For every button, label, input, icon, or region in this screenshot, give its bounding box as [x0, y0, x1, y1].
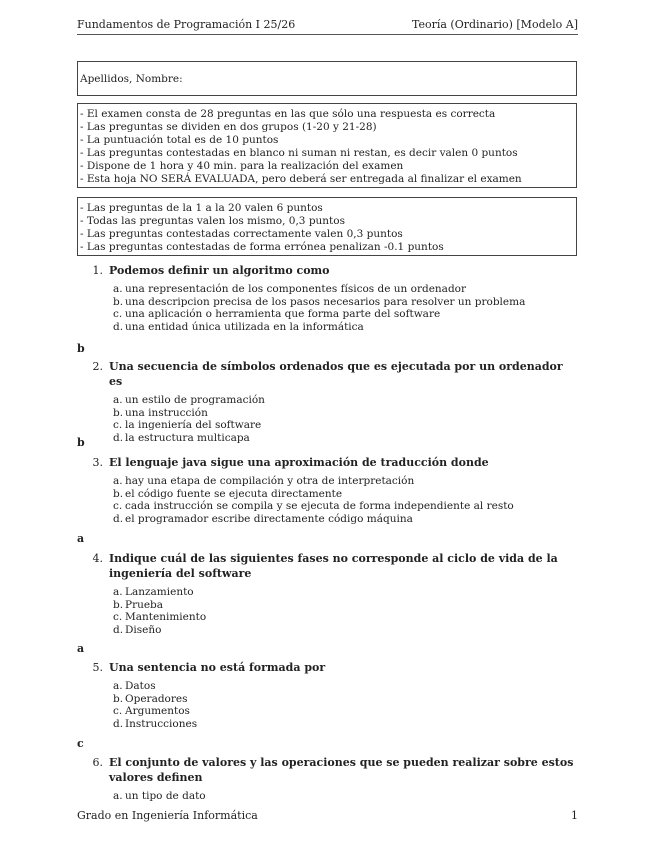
name-box: [77, 61, 577, 96]
question-text: Una sentencia no está formada por: [109, 661, 326, 674]
option-text: una representación de los componentes físicos de un ordenador: [125, 283, 467, 295]
question-text: Indique cuál de las siguientes fases no corresponde al ciclo de vida de la ingeniería del software: [109, 552, 558, 580]
course-title: Fundamentos de Programación I 25/26: [77, 18, 296, 31]
option-letter: a.: [113, 586, 123, 598]
scoring-line: - Las preguntas de la 1 a la 20 valen 6 puntos: [80, 202, 323, 214]
option-text: Diseño: [125, 624, 162, 637]
rule-line: - La puntuación total es de 10 puntos: [80, 134, 279, 146]
option-b: [113, 599, 579, 612]
question-text: El conjunto de valores y las operaciones que se pueden realizar sobre estos valores definen: [109, 756, 574, 784]
option-text: Instrucciones: [125, 718, 198, 731]
question-4: [77, 551, 579, 637]
page-footer: [77, 809, 578, 822]
option-text: una descripcion precisa de los pasos necesarios para resolver un problema: [125, 295, 526, 308]
option-text: un tipo de dato: [125, 790, 206, 802]
option-a: [113, 790, 579, 803]
option-text: Lanzamiento: [125, 586, 194, 598]
option-d: [113, 624, 579, 637]
rule-line: - Las preguntas se dividen en dos grupos (1-20 y 21-28): [80, 121, 377, 133]
scoring-line: - Las preguntas contestadas correctamente valen 0,3 puntos: [80, 228, 403, 240]
option-c: [113, 308, 579, 321]
option-text: Prueba: [125, 598, 164, 611]
question-number: 4.: [92, 552, 103, 565]
option-b: [113, 693, 579, 706]
answer-2: b: [77, 436, 85, 449]
option-text: Operadores: [125, 692, 188, 705]
scoring-box: [77, 197, 577, 256]
option-letter: a.: [113, 394, 123, 406]
answer-4: a: [77, 642, 85, 655]
option-letter: c.: [113, 419, 123, 432]
option-c: [113, 419, 579, 432]
rule-line: - Esta hoja NO SERÁ EVALUADA, pero deberá ser entregada al finalizar el examen: [80, 173, 522, 185]
page-header: [77, 18, 578, 35]
option-letter: d.: [113, 513, 124, 526]
option-letter: d.: [113, 432, 124, 445]
question-6: [77, 755, 579, 803]
page-number: 1: [571, 809, 578, 822]
option-a: [113, 475, 579, 488]
option-text: Argumentos: [125, 705, 190, 718]
option-letter: b.: [113, 487, 124, 500]
rule-line: - Dispone de 1 hora y 40 min. para la realización del examen: [80, 160, 404, 172]
option-text: un estilo de programación: [125, 394, 265, 406]
rule-line: - Las preguntas contestadas en blanco ni suman ni restan, es decir valen 0 puntos: [80, 147, 518, 159]
answer-1: b: [77, 342, 85, 355]
option-a: [113, 680, 579, 693]
option-letter: c.: [113, 611, 123, 624]
option-text: Datos: [125, 680, 156, 692]
option-letter: a.: [113, 283, 123, 295]
question-text: Podemos definir un algoritmo como: [109, 264, 330, 277]
name-label: Apellidos, Nombre:: [80, 73, 183, 85]
option-letter: d.: [113, 321, 124, 334]
option-letter: b.: [113, 406, 124, 419]
option-letter: a.: [113, 680, 123, 692]
option-letter: b.: [113, 295, 124, 308]
option-letter: a.: [113, 790, 123, 802]
option-a: [113, 394, 579, 407]
option-text: la ingeniería del software: [125, 419, 262, 432]
question-text: Una secuencia de símbolos ordenados que es ejecutada por un ordenador es: [109, 360, 563, 388]
question-3: [77, 455, 579, 526]
option-b: [113, 488, 579, 501]
scoring-line: - Las preguntas contestadas de forma errónea penalizan -0.1 puntos: [80, 241, 444, 253]
option-c: [113, 611, 579, 624]
option-a: [113, 586, 579, 599]
option-letter: c.: [113, 705, 123, 718]
question-number: 1.: [92, 264, 103, 277]
answer-3: a: [77, 532, 85, 545]
option-text: una aplicación o herramienta que forma parte del software: [125, 308, 441, 321]
question-number: 5.: [92, 661, 103, 674]
question-number: 3.: [92, 456, 103, 469]
option-b: [113, 296, 579, 309]
option-letter: d.: [113, 624, 124, 637]
question-5: [77, 660, 579, 731]
option-text: la estructura multicapa: [125, 432, 250, 445]
option-a: [113, 283, 579, 296]
scoring-line: - Todas las preguntas valen los mismo, 0,3 puntos: [80, 215, 345, 227]
option-text: hay una etapa de compilación y otra de interpretación: [125, 475, 415, 487]
option-d: [113, 718, 579, 731]
option-text: el código fuente se ejecuta directamente: [125, 487, 343, 500]
question-number: 6.: [92, 756, 103, 769]
option-c: [113, 705, 579, 718]
option-letter: d.: [113, 718, 124, 731]
option-letter: c.: [113, 500, 123, 513]
degree-name: Grado en Ingeniería Informática: [77, 809, 258, 822]
option-letter: c.: [113, 308, 123, 321]
answer-5: c: [77, 737, 84, 750]
question-text: El lenguaje java sigue una aproximación de traducción donde: [109, 456, 489, 469]
option-text: cada instrucción se compila y se ejecuta de forma independiente al resto: [125, 500, 514, 513]
exam-model: Teoría (Ordinario) [Modelo A]: [411, 18, 578, 31]
option-text: una entidad única utilizada en la informática: [125, 321, 364, 334]
option-b: [113, 407, 579, 420]
rules-box: [77, 103, 577, 188]
option-d: [113, 513, 579, 526]
option-text: el programador escribe directamente código máquina: [125, 513, 413, 526]
option-text: una instrucción: [125, 406, 208, 419]
option-c: [113, 500, 579, 513]
question-number: 2.: [92, 360, 103, 373]
option-letter: a.: [113, 475, 123, 487]
option-letter: b.: [113, 598, 124, 611]
rule-line: - El examen consta de 28 preguntas en las que sólo una respuesta es correcta: [80, 108, 496, 120]
question-2: [77, 359, 579, 445]
option-letter: b.: [113, 692, 124, 705]
question-1: [77, 263, 579, 334]
option-d: [113, 432, 579, 445]
option-text: Mantenimiento: [125, 611, 207, 624]
option-d: [113, 321, 579, 334]
